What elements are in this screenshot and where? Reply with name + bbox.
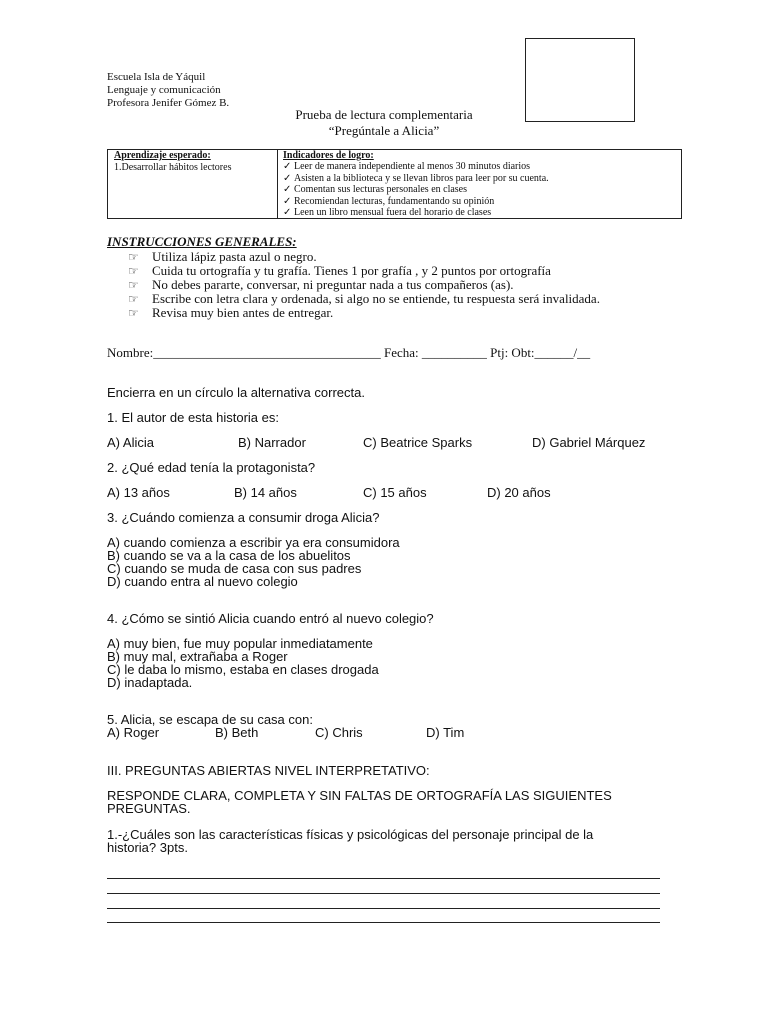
- open-question-1: [107, 828, 593, 854]
- option-c[interactable]: C) 15 años: [363, 485, 427, 500]
- pointing-hand-icon: ☞: [128, 278, 139, 292]
- section3-instruction: [107, 789, 612, 815]
- question-1-options: [107, 436, 667, 450]
- option-d[interactable]: D) 20 años: [487, 485, 551, 500]
- answer-line[interactable]: [107, 922, 660, 923]
- school-name: Escuela Isla de Yáquil: [107, 71, 206, 83]
- check-icon: ✓: [283, 207, 292, 219]
- check-icon: ✓: [283, 161, 292, 173]
- pointing-hand-icon: ☞: [128, 250, 139, 264]
- answer-line[interactable]: [107, 908, 660, 909]
- test-title: [0, 107, 768, 139]
- option-a[interactable]: A) muy bien, fue muy popular inmediatamente: [107, 636, 373, 651]
- option-c[interactable]: C) cuando se muda de casa con sus padres: [107, 561, 362, 576]
- instructions-list: [107, 250, 635, 320]
- answer-line[interactable]: [107, 893, 660, 894]
- expected-learning-value: 1.Desarrollar hábitos lectores: [114, 162, 232, 173]
- section3-title: III. PREGUNTAS ABIERTAS NIVEL INTERPRETATIVO:: [107, 763, 430, 778]
- test-title-line2: “Pregúntale a Alicia”: [328, 123, 440, 138]
- test-title-line1: Prueba de lectura complementaria: [295, 107, 473, 122]
- check-icon: ✓: [283, 172, 292, 184]
- option-d[interactable]: D) cuando entra al nuevo colegio: [107, 574, 298, 589]
- option-b[interactable]: B) 14 años: [234, 485, 297, 500]
- instruction-item: ☞ Utiliza lápiz pasta azul o negro.: [128, 249, 317, 264]
- option-d[interactable]: D) inadaptada.: [107, 675, 193, 690]
- question-3-options: [107, 536, 400, 588]
- instruction-item: ☞ Escribe con letra clara y ordenada, si algo no se entiende, tu respuesta será invalidada.: [128, 291, 600, 306]
- student-info-line[interactable]: Nombre:___________________________________ Fecha: __________ Ptj: Obt:______/__: [107, 345, 591, 360]
- option-d[interactable]: D) Gabriel Márquez: [532, 435, 646, 450]
- pointing-hand-icon: ☞: [128, 264, 139, 278]
- pointing-hand-icon: ☞: [128, 292, 139, 306]
- option-c[interactable]: C) Beatrice Sparks: [363, 435, 473, 450]
- school-header: [107, 71, 229, 110]
- question-2-options: [107, 486, 667, 500]
- question-1: 1. El autor de esta historia es:: [107, 410, 279, 425]
- check-icon: ✓: [283, 184, 292, 196]
- indicator-item: ✓ Comentan sus lecturas personales en clases: [283, 184, 468, 196]
- option-a[interactable]: A) 13 años: [107, 485, 170, 500]
- indicators-header: Indicadores de logro:: [283, 150, 374, 161]
- option-b[interactable]: B) Narrador: [238, 435, 306, 450]
- option-a[interactable]: A) Roger: [107, 725, 160, 740]
- option-c[interactable]: C) le daba lo mismo, estaba en clases drogada: [107, 662, 379, 677]
- instruction-item: ☞ Cuida tu ortografía y tu grafía. Tienes 1 por grafía , y 2 puntos por ortografía: [128, 263, 551, 278]
- subject-name: Lenguaje y comunicación: [107, 84, 221, 96]
- option-c[interactable]: C) Chris: [315, 725, 363, 740]
- option-a[interactable]: A) Alicia: [107, 435, 154, 450]
- option-b[interactable]: B) cuando se va a la casa de los abuelitos: [107, 548, 351, 563]
- option-b[interactable]: B) muy mal, extrañaba a Roger: [107, 649, 288, 664]
- open-question-1-line2: historia? 3pts.: [107, 840, 188, 855]
- check-icon: ✓: [283, 195, 292, 207]
- option-a[interactable]: A) cuando comienza a escribir ya era consumidora: [107, 535, 400, 550]
- question-2: 2. ¿Qué edad tenía la protagonista?: [107, 460, 316, 475]
- indicators-cell: [278, 150, 681, 218]
- indicator-item: ✓ Recomiendan lecturas, fundamentando su opinión: [283, 195, 495, 207]
- expected-learning-header: Aprendizaje esperado:: [114, 150, 211, 161]
- question-5: 5. Alicia, se escapa de su casa con:: [107, 712, 313, 727]
- instructions-title: INSTRUCCIONES GENERALES:: [107, 234, 297, 249]
- instruction-item: ☞ No debes pararte, conversar, ni preguntar nada a tus compañeros (as).: [128, 277, 514, 292]
- general-instructions: [107, 234, 635, 320]
- section3-instruction-line1: RESPONDE CLARA, COMPLETA Y SIN FALTAS DE ORTOGRAFÍA LAS SIGUIENTES: [107, 788, 612, 803]
- open-question-1-line1: 1.-¿Cuáles son las características físicas y psicológicas del personaje principal de la: [107, 827, 594, 842]
- instruction-item: ☞ Revisa muy bien antes de entregar.: [128, 305, 334, 320]
- pointing-hand-icon: ☞: [128, 306, 139, 320]
- expected-learning-cell: [108, 150, 278, 218]
- answer-line[interactable]: [107, 878, 660, 879]
- teacher-name: Profesora Jenifer Gómez B.: [107, 97, 230, 109]
- indicator-item: ✓ Leer de manera independiente al menos 30 minutos diarios: [283, 161, 531, 173]
- section1-instruction: Encierra en un círculo la alternativa correcta.: [107, 385, 365, 400]
- question-3: 3. ¿Cuándo comienza a consumir droga Alicia?: [107, 510, 380, 525]
- objectives-table: [107, 149, 682, 219]
- section3-instruction-line2: PREGUNTAS.: [107, 801, 191, 816]
- question-5-options: [107, 726, 667, 740]
- option-d[interactable]: D) Tim: [426, 725, 465, 740]
- question-4-options: [107, 637, 379, 689]
- option-b[interactable]: B) Beth: [215, 725, 259, 740]
- question-4: 4. ¿Cómo se sintió Alicia cuando entró al nuevo colegio?: [107, 611, 434, 626]
- indicator-item: ✓ Leen un libro mensual fuera del horario de clases: [283, 207, 492, 219]
- indicator-item: ✓ Asisten a la biblioteca y se llevan libros para leer por su cuenta.: [283, 172, 549, 184]
